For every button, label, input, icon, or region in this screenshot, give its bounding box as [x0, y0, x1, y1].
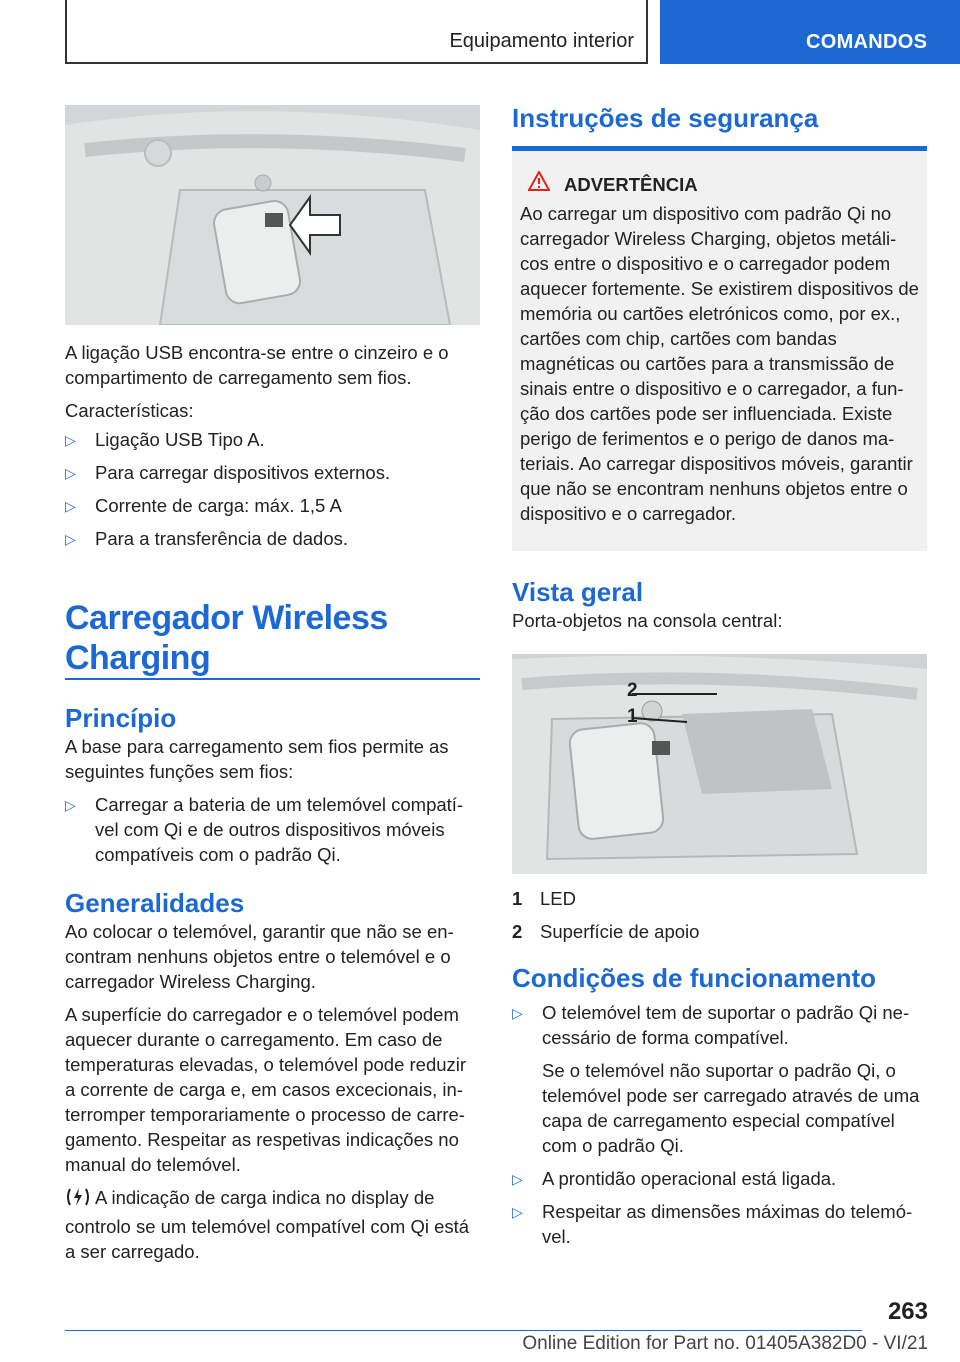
console-illustration — [512, 654, 927, 874]
bullet-triangle-icon: ▷ — [512, 1171, 523, 1187]
bullet-triangle-icon: ▷ — [65, 432, 76, 448]
features-label: Características: — [65, 400, 194, 421]
page-number: 263 — [887, 1298, 928, 1325]
bullet-triangle-icon: ▷ — [512, 1005, 523, 1021]
bullet-triangle-icon: ▷ — [65, 465, 76, 481]
general-heading: Generalidades — [65, 888, 245, 918]
bullet-triangle-icon: ▷ — [512, 1204, 523, 1220]
header-chapter-title: COMANDOS — [806, 31, 928, 53]
wireless-charging-icon — [65, 1186, 95, 1214]
charge-indicator-paragraph: A indicação de carga indica no display de controlo se um telemóvel compatível com Qi está a ser carregado. — [65, 1187, 470, 1262]
general-paragraph-2: A superfície do carregador e o telemóvel podem aquecer durante o carregamento. Em caso de temperaturas elevadas, o telemóvel pode reduzir a corrente de carga e, em casos excecionais, in- terromper temporariamente o processo de carre- gamento. Respeitar as respetivas indicações no manual do telemóvel. — [65, 1004, 467, 1175]
usb-port-photo — [65, 105, 480, 325]
header-section-tab — [65, 0, 648, 64]
callout-1-label: 1 — [627, 706, 638, 727]
legend-item: 2 Superfície de apoio — [512, 921, 700, 942]
safety-heading: Instruções de segurança — [512, 103, 819, 133]
callout-2-label: 2 — [627, 680, 638, 701]
title-rule — [65, 678, 480, 680]
conditions-heading: Condições de funcionamento — [512, 963, 877, 993]
condition-item: ▷ A prontidão operacional está ligada. — [512, 1166, 927, 1191]
usb-port-illustration — [65, 105, 480, 325]
bullet-triangle-icon: ▷ — [65, 498, 76, 514]
principle-heading: Princípio — [65, 703, 177, 733]
chapter-title: Carregador Wireless Charging — [65, 599, 388, 677]
bullet-triangle-icon: ▷ — [65, 531, 76, 547]
feature-item: ▷ Ligação USB Tipo A. — [65, 427, 480, 452]
warning-box — [512, 151, 927, 551]
condition-item: ▷ Respeitar as dimensões máximas do telemó- vel. — [512, 1201, 913, 1247]
header-section-title: Equipamento interior — [449, 30, 634, 52]
warning-text: Ao carregar um dispositivo com padrão Qi no carregador Wireless Charging, objetos metáli- cos entre o dispositivo e o carregador podem aquecer fortemente. Se existirem dispositivos de memória ou cartões eletrónicos como, por ex., cartões com chip, cartões com bandas magnéticas ou cartões para a transmissão de sinais entre o dispositivo e o carregador, a fun- ção dos cartões pode ser influenciada. Existe perigo de ferimentos e o perigo de danos ma- teriais. Ao carregar dispositivos móveis, garantir que não se encontram nenhuns objetos entre o dispositivo e o carregador. — [520, 203, 919, 524]
feature-item: ▷ Corrente de carga: máx. 1,5 A — [65, 493, 480, 518]
principle-text: A base para carregamento sem fios permite as seguintes funções sem fios: — [65, 736, 449, 782]
usb-caption: A ligação USB encontra-se entre o cinzeiro e o compartimento de carregamento sem fios. — [65, 342, 449, 388]
legend-item: 1 LED — [512, 888, 576, 909]
overview-heading: Vista geral — [512, 577, 644, 607]
general-paragraph-1: Ao colocar o telemóvel, garantir que não se en- contram nenhuns objetos entre o telemóvel e o carregador Wireless Charging. — [65, 921, 454, 992]
warning-label: ADVERTÊNCIA — [564, 173, 698, 195]
header-chapter-tab — [660, 0, 960, 64]
footer-rule — [65, 1330, 862, 1331]
warning-triangle-icon — [528, 171, 550, 197]
edition-text: Online Edition for Part no. 01405A382D0 - VI/21 — [522, 1333, 928, 1354]
feature-item: ▷ Para carregar dispositivos externos. — [65, 460, 480, 485]
overview-text: Porta-objetos na consola central: — [512, 610, 783, 631]
feature-item: ▷ Para a transferência de dados. — [65, 526, 480, 551]
bullet-triangle-icon: ▷ — [65, 797, 76, 813]
console-photo — [512, 654, 927, 874]
condition-item: ▷ O telemóvel tem de suportar o padrão Qi ne- cessário de forma compatível. Se o telemóvel não suportar o padrão Qi, o telemóvel pode ser carregado através de uma capa de carregamento especial compatível com o padrão Qi. — [512, 1002, 920, 1156]
principle-item: ▷ Carregar a bateria de um telemóvel compatí- vel com Qi e de outros dispositivos móveis compatíveis com o padrão Qi. — [65, 794, 464, 865]
